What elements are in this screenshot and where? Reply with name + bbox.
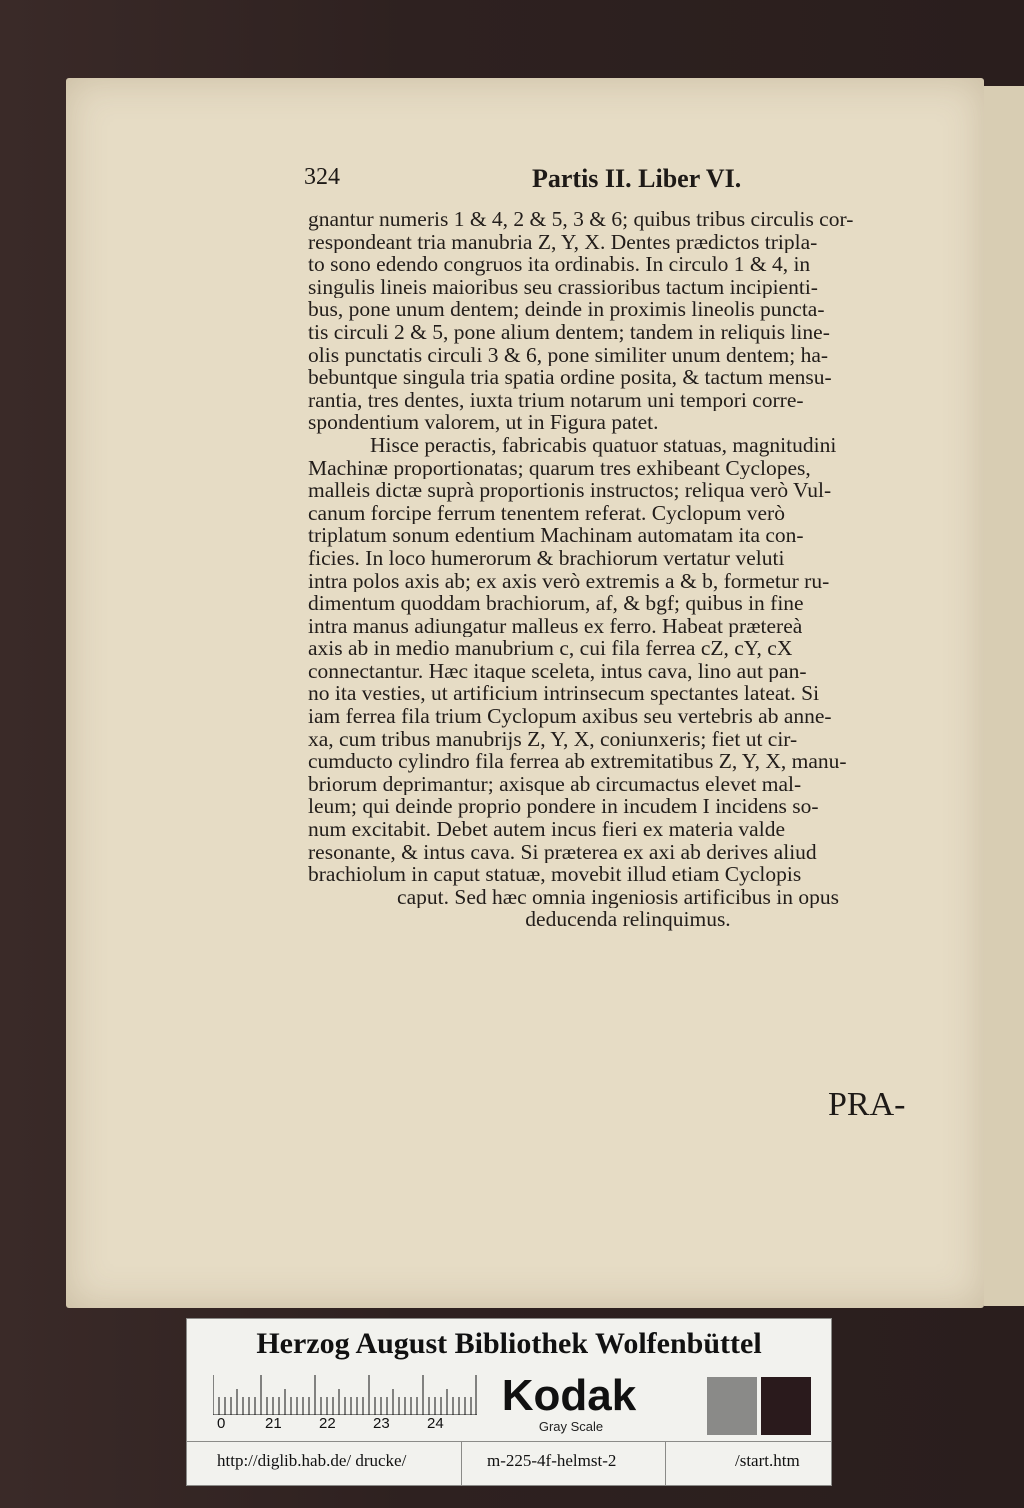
text-line: num excitabit. Debet autem incus fieri ex materia valde (308, 818, 785, 841)
page-number: 324 (304, 164, 340, 190)
text-line: intra polos axis ab; ex axis verò extremis a & b, formetur ru- (308, 569, 830, 593)
facing-page-edge (984, 86, 1024, 1306)
text-line: axis ab in medio manubrium c, cui fila ferrea cZ, cY, cX (308, 637, 793, 660)
text-line: rantia, tres dentes, iuxta trium notarum uni tempori corre- (308, 388, 804, 412)
card-divider-vertical (665, 1441, 666, 1485)
ruler-label: 21 (265, 1415, 282, 1432)
text-line: ficies. In loco humerorum & brachiorum vertatur veluti (308, 546, 785, 570)
text-line: xa, cum tribus manubrijs Z, Y, X, coniunxeris; fiet ut cir- (308, 727, 798, 751)
text-line: connectantur. Hæc itaque sceleta, intus cava, lino aut pan- (308, 659, 807, 683)
text-line: triplatum sonum edentium Machinam automatam ita con- (308, 524, 804, 547)
dark-patch (761, 1377, 811, 1435)
ruler-label: 24 (427, 1415, 444, 1432)
text-line: singulis lineis maioribus seu crassioribus tactum incipienti- (308, 275, 818, 299)
text-line: to sono edendo congruos ita ordinabis. In circulo 1 & 4, in (308, 253, 811, 276)
body-text (308, 208, 948, 931)
page-header (304, 164, 944, 204)
footer-url: http://diglib.hab.de/ drucke/ (217, 1451, 407, 1470)
ruler-label: 22 (319, 1415, 336, 1432)
gray-scale-label: Gray Scale (538, 1419, 604, 1434)
card-divider (187, 1441, 831, 1442)
catchword: PRA- (828, 1086, 906, 1123)
running-title: Partis II. Liber VI. (532, 164, 742, 193)
text-line: cumducto cylindro fila ferrea ab extremitatibus Z, Y, X, manu- (308, 750, 847, 773)
library-color-card (186, 1318, 832, 1486)
footer-id: m-225-4f-helmst-2 (487, 1451, 617, 1470)
text-line: Hisce peractis, fabricabis quatuor statuas, magnitudini (370, 433, 837, 457)
text-line: intra manus adiungatur malleus ex ferro. Habeat prætereà (308, 614, 803, 638)
ruler-label: 0 (217, 1415, 226, 1432)
text-line: no ita vesties, ut artificium intrinsecum spectantes lateat. Si (308, 682, 820, 706)
kodak-logo: Kodak (501, 1371, 637, 1420)
text-line: malleis dictæ suprà proportionis instructos; reliqua verò Vul- (308, 479, 832, 502)
footer-start: /start.htm (735, 1451, 800, 1470)
text-line: tis circuli 2 & 5, pone alium dentem; tandem in reliquis line- (308, 320, 830, 344)
text-line: canum forcipe ferrum tenentem referat. Cyclopum verò (308, 501, 785, 525)
text-line: respondeant tria manubria Z, Y, X. Dentes prædictos tripla- (308, 230, 818, 254)
ruler-scale (213, 1375, 477, 1415)
text-line: leum; qui deinde proprio pondere in incudem I incidens so- (308, 795, 819, 819)
text-line: caput. Sed hæc omnia ingeniosis artificibus in opus (397, 885, 839, 909)
text-line: bebuntque singula tria spatia ordine posita, & tactum mensu- (308, 366, 832, 389)
text-line: olis punctatis circuli 3 & 6, pone similiter unum dentem; ha- (308, 343, 829, 367)
gray-patch (707, 1377, 757, 1435)
library-name: Herzog August Bibliothek Wolfenbüttel (256, 1327, 762, 1360)
text-line: resonante, & intus cava. Si præterea ex axi ab derives aliud (308, 840, 817, 864)
ruler-label: 23 (373, 1415, 390, 1432)
text-line: bus, pone unum dentem; deinde in proximis lineolis puncta- (308, 298, 825, 321)
ruler-labels (209, 1415, 489, 1435)
text-line: briorum deprimantur; axisque ab circumactus elevet mal- (308, 772, 802, 796)
text-line: spondentium valorem, ut in Figura patet. (308, 411, 659, 434)
text-line: brachiolum in caput statuæ, movebit illud etiam Cyclopis (308, 863, 802, 886)
text-line: iam ferrea fila trium Cyclopum axibus seu vertebris ab anne- (308, 705, 832, 728)
text-line: deducenda relinquimus. (525, 908, 731, 931)
text-line: Machinæ proportionatas; quarum tres exhibeant Cyclopes, (308, 456, 811, 480)
text-line: dimentum quoddam brachiorum, af, & bgf; quibus in fine (308, 592, 804, 615)
text-line: gnantur numeris 1 & 4, 2 & 5, 3 & 6; quibus tribus circulis cor- (308, 208, 854, 231)
card-divider-vertical (461, 1441, 462, 1485)
